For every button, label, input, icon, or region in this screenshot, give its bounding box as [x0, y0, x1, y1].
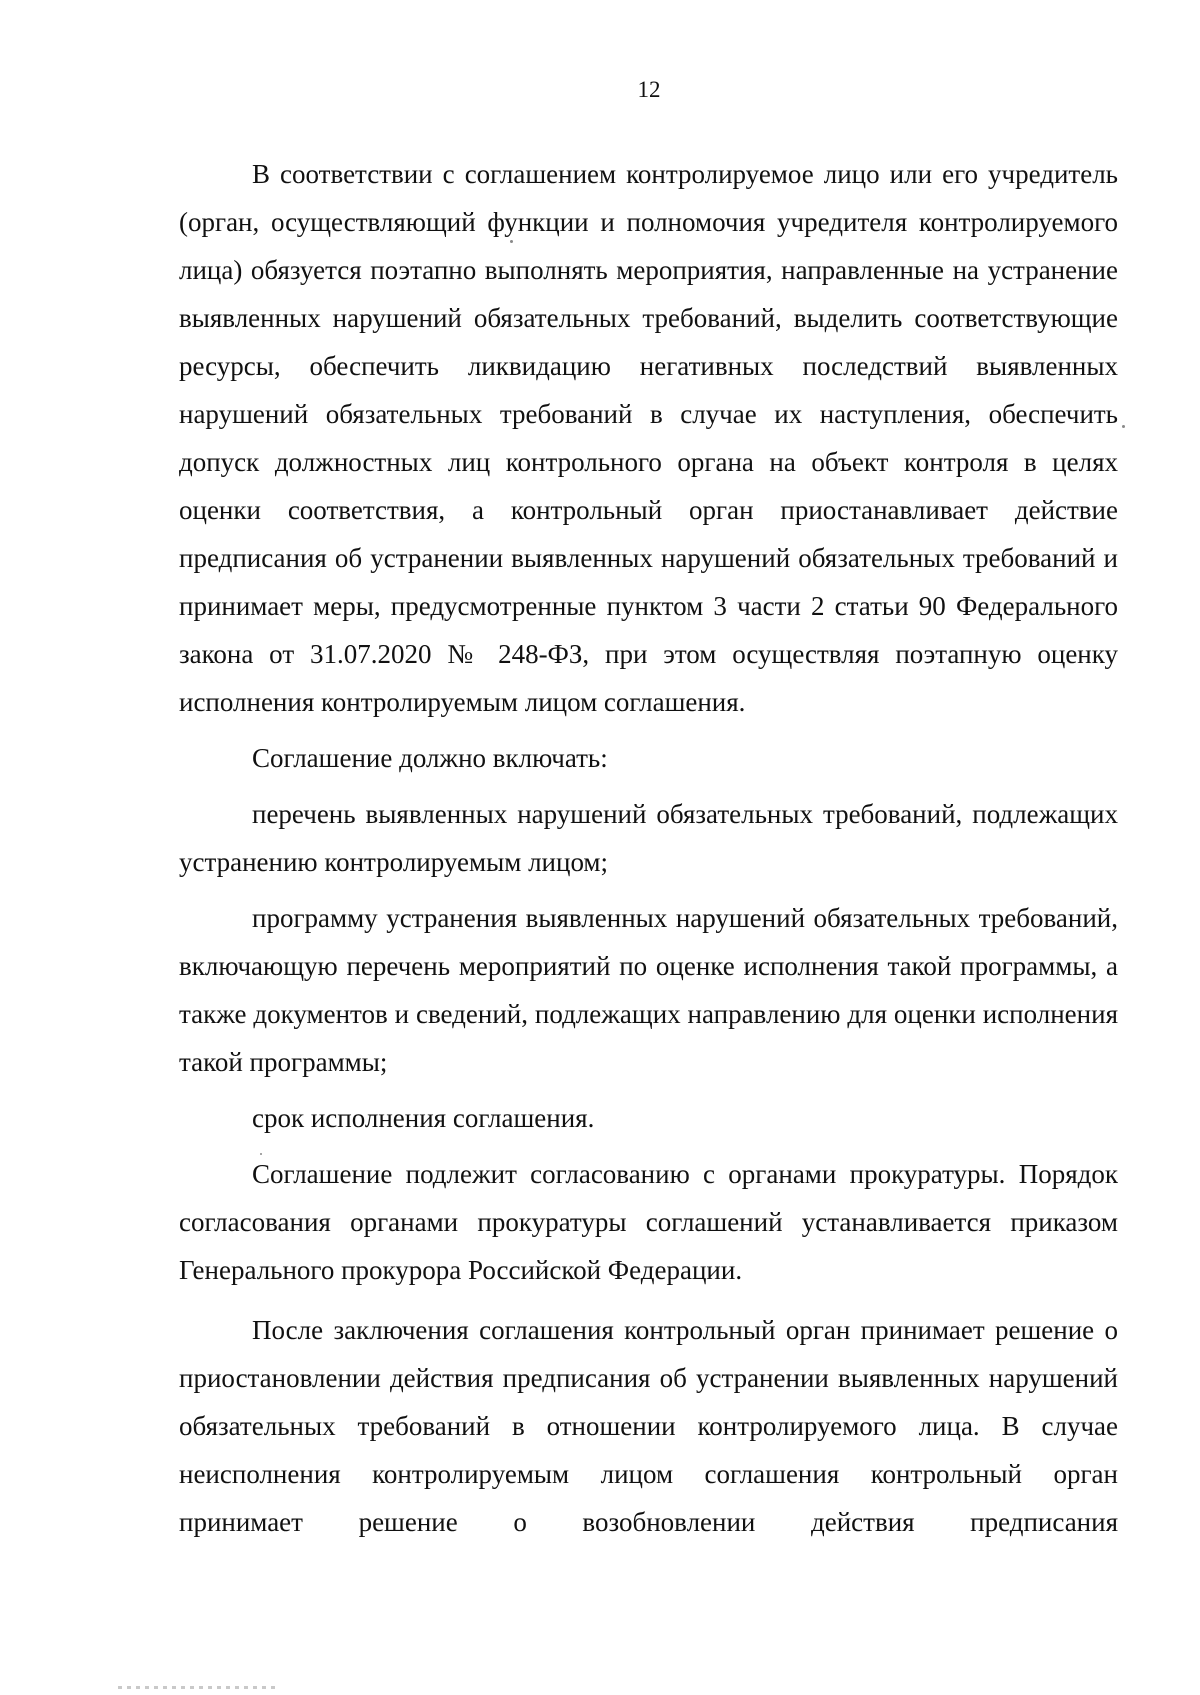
paragraph-suspension-decision: После заключения соглашения контрольный орган принимает решение о приостановлении действия предписания об устранении выявленных нарушений обязательных требований в отношении контролируемого лица. В случае неисполнения контролируемым лицом соглашения контрольный орган принимает решение о возобновлении действия предписания — [179, 1315, 1118, 1537]
page-number: 12 — [637, 77, 661, 102]
paragraph-prosecutor-approval: Соглашение подлежит согласованию с органами прокуратуры. Порядок согласования органами прокуратуры соглашений устанавливается приказом Генерального прокурора Российской Федерации. — [179, 1159, 1118, 1285]
paragraph-list-deadline: срок исполнения соглашения. — [252, 1103, 595, 1133]
paragraph-list-violations: перечень выявленных нарушений обязательных требований, подлежащих устранению контролируемым лицом; — [179, 799, 1118, 877]
paragraph-list-program: программу устранения выявленных нарушений обязательных требований, включающую перечень мероприятий по оценке исполнения такой программы, а также документов и сведений, подлежащих направлению для оценки исполнения такой программы; — [179, 903, 1118, 1077]
scan-speck — [260, 1153, 262, 1155]
document-body — [179, 150, 1118, 1546]
scan-artifact — [118, 1686, 278, 1689]
scan-speck — [1122, 425, 1125, 428]
paragraph-agreement-obligations: В соответствии с соглашением контролируемое лицо или его учредитель (орган, осуществляющий функции и полномочия учредителя контролируемого лица) обязуется поэтапно выполнять мероприятия, направленные на устранение выявленных нарушений обязательных требований, выделить соответствующие ресурсы, обеспечить ликвидацию негативных последствий выявленных нарушений обязательных требований в случае их наступления, обеспечить допуск должностных лиц контрольного органа на объект контроля в целях оценки соответствия, а контрольный орган приостанавливает действие предписания об устранении выявленных нарушений обязательных требований и принимает меры, предусмотренные пунктом 3 части 2 статьи 90 Федерального закона от 31.07.2020 № 248-ФЗ, при этом осуществляя поэтапную оценку исполнения контролируемым лицом соглашения. — [179, 159, 1118, 717]
paragraph-agreement-contents-intro: Соглашение должно включать: — [252, 743, 608, 773]
scan-speck — [510, 240, 513, 243]
